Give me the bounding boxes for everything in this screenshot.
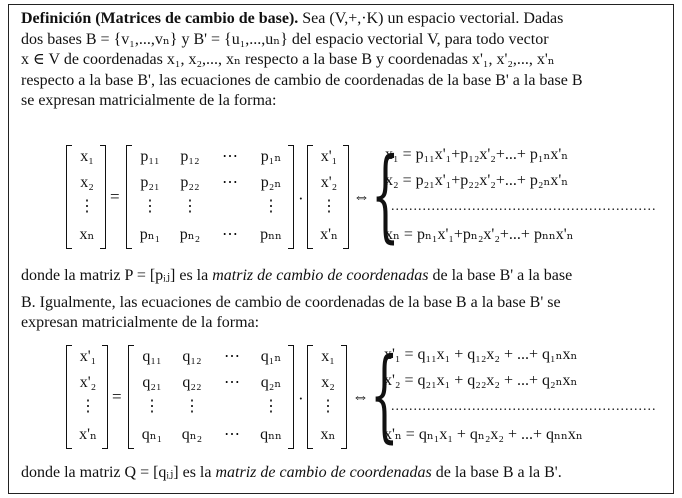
matrix-entry: qₙ₁	[141, 426, 163, 443]
vector-entry: x₁	[80, 148, 94, 165]
matrix-entry: pₙₙ	[260, 226, 282, 243]
closing-paragraph	[21, 463, 667, 484]
matrix-entry: ⋮	[263, 198, 279, 215]
matrix-entry: q₂₂	[182, 374, 202, 391]
vector-entry: ⋮	[80, 398, 96, 415]
definition-line-2: dos bases B = {v₁,...,vₙ} y B' = {u₁,...,uₙ} del espacio vectorial V, para todo vector	[21, 30, 549, 48]
vector-entry: x'₁	[320, 148, 338, 165]
explanation-paragraph	[21, 266, 667, 334]
matrix-entry: qₙₙ	[260, 426, 282, 443]
matrix-entry: q₁₂	[182, 348, 202, 365]
dot-operator: ·	[298, 189, 304, 208]
definition-paragraph	[21, 9, 667, 112]
system-equation: xₙ = pₙ₁x'₁+pₙ₂x'₂+...+ pₙₙx'ₙ	[385, 226, 574, 243]
definition-line-3: x ∈ V de coordenadas x₁, x₂,..., xₙ respecto a la base B y coordenadas x'₁, x'₂,..., x'ₙ	[21, 51, 555, 68]
vector-entry: x₂	[321, 374, 335, 391]
matrix-entry: qₙ₂	[181, 426, 203, 443]
change-of-basis-matrix-P	[126, 145, 294, 249]
explanation-line-3: expresan matricialmente de la forma:	[21, 314, 260, 331]
vector-entry: x₂	[80, 174, 94, 191]
matrix-equation-2	[9, 336, 675, 453]
matrix-entry: q₁₁	[142, 348, 162, 365]
matrix-entry: ⋮	[184, 398, 200, 415]
definition-line-4: respecto a la base B', las ecuaciones de cambio de coordenadas de la base B' a la base B	[21, 71, 583, 89]
definition-line-5: se expresan matricialmente de la forma:	[21, 92, 277, 109]
vector-entry: ⋮	[79, 198, 95, 215]
matrix-entry: p₂₁	[140, 174, 160, 191]
right-vector	[307, 145, 349, 249]
matrix-entry: p₂₂	[180, 174, 200, 191]
vector-entry: x'₁	[79, 348, 97, 365]
matrix-equation-1	[9, 136, 675, 253]
explanation-line-2: B. Igualmente, las ecuaciones de cambio de coordenadas de la base B a la base B' se	[21, 293, 561, 311]
matrix-entry: q₂ₙ	[260, 374, 282, 391]
matrix-entry: ⋯	[222, 174, 238, 191]
explanation-line-1: donde la matriz P = [pᵢⱼ] es la matriz de cambio de coordenadas de la base B' a la base	[21, 267, 573, 284]
definition-box	[8, 4, 674, 494]
vector-entry: ⋮	[321, 198, 337, 215]
vector-entry: x'ₙ	[79, 426, 97, 443]
dot-operator: ·	[298, 389, 304, 408]
system-ellipsis-row: ...........................................................	[391, 399, 657, 414]
system-equation: x'₁ = q₁₁x₁ + q₁₂x₂ + ...+ q₁ₙxₙ	[384, 346, 578, 363]
matrix-entry: ⋮	[182, 198, 198, 215]
matrix-entry: q₂₁	[142, 374, 162, 391]
right-vector	[307, 345, 347, 449]
matrix-entry: p₁₂	[180, 148, 200, 165]
system-equation: x'ₙ = qₙ₁x₁ + qₙ₂x₂ + ...+ qₙₙxₙ	[384, 426, 583, 443]
vector-entry: x'₂	[79, 374, 97, 391]
matrix-entry: ⋮	[144, 398, 160, 415]
matrix-entry: ⋯	[224, 374, 240, 391]
matrix-entry: ⋮	[142, 198, 158, 215]
matrix-entry: ⋯	[222, 148, 238, 165]
matrix-entry: ⋯	[224, 426, 240, 443]
vector-entry: ⋮	[320, 398, 336, 415]
vector-entry: x₁	[321, 348, 335, 365]
matrix-entry: pₙ₂	[179, 226, 201, 243]
system-equation: x₂ = p₂₁x'₁+p₂₂x'₂+...+ p₂ₙx'ₙ	[385, 172, 569, 189]
matrix-entry: ⋮	[263, 398, 279, 415]
vector-entry: xₙ	[79, 226, 95, 243]
closing-line-1: donde la matriz Q = [qᵢⱼ] es la matriz de cambio de coordenadas de la base B a la B'.	[21, 464, 562, 481]
equals-sign: =	[110, 187, 120, 206]
system-brace: {	[371, 136, 400, 253]
equals-sign: =	[112, 387, 122, 406]
iff-arrow: ⇔	[353, 187, 370, 206]
matrix-entry: q₁ₙ	[260, 348, 282, 365]
matrix-entry: p₂ₙ	[260, 174, 282, 191]
matrix-entry: ⋯	[224, 348, 240, 365]
vector-entry: xₙ	[320, 426, 336, 443]
system-brace: {	[370, 336, 399, 453]
matrix-entry: pₙ₁	[139, 226, 161, 243]
system-equation: x₁ = p₁₁x'₁+p₁₂x'₂+...+ p₁ₙx'ₙ	[385, 146, 569, 163]
vector-entry: x'ₙ	[320, 226, 338, 243]
change-of-basis-matrix-Q	[128, 345, 294, 449]
iff-arrow: ⇔	[352, 387, 369, 406]
left-vector	[66, 145, 106, 249]
vector-entry: x'₂	[320, 174, 338, 191]
definition-title: Definición (Matrices de cambio de base).	[21, 10, 299, 27]
term-italic: matriz de cambio de coordenadas	[215, 464, 432, 481]
system-equation: x'₂ = q₂₁x₁ + q₂₂x₂ + ...+ q₂ₙxₙ	[384, 372, 578, 389]
definition-line-1: Definición (Matrices de cambio de base). Sea (V,+,·K) un espacio vectorial. Dadas	[21, 10, 564, 27]
matrix-entry: ⋯	[222, 226, 238, 243]
term-italic: matriz de cambio de coordenadas	[212, 267, 429, 284]
matrix-entry: p₁₁	[140, 148, 160, 165]
matrix-entry: p₁ₙ	[260, 148, 282, 165]
left-vector	[66, 345, 108, 449]
system-ellipsis-row: ...........................................................	[391, 199, 657, 214]
